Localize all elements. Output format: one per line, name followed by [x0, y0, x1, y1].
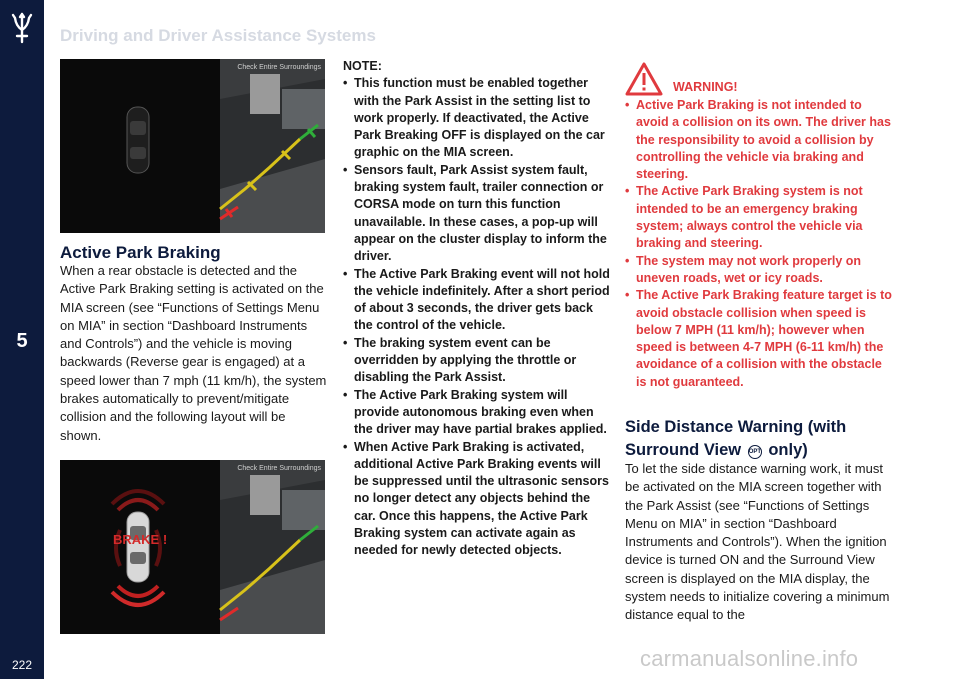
rear-camera-view-bottom — [60, 460, 325, 634]
car-top-view-icon — [127, 107, 149, 173]
camera-overlay-text: Check Entire Surroundings — [237, 465, 321, 472]
car-top-view-icon — [127, 512, 149, 582]
side-heading-line2: Surround View — [625, 441, 742, 459]
active-park-braking-body: When a rear obstacle is detected and the Active Park Braking setting is activated on the MIA screen (see “Functions of Settings Menu on MIA” in section “Dashboard Instruments and Controls”) and the vehicle is moving backwards (Reverse gear is engaged) at a speed lower than 7 mph (11 km/h), the system brakes automatically to prevent/mitigate collision and the following layout will be shown. — [60, 263, 327, 443]
brake-alert-text: BRAKE ! — [113, 532, 168, 547]
note-item: • This function must be enabled together with the Park Assist in the setting list to work properly. If deactivated, the Active Park Breaking OFF is displayed on the car graphic on the MIA screen. — [343, 75, 611, 161]
rear-camera-view-top — [60, 59, 325, 233]
page-header-title: Driving and Driver Assistance Systems — [60, 26, 376, 45]
section-heading-active-park-braking: Active Park Braking — [60, 243, 221, 262]
sidebar — [0, 0, 44, 679]
optional-badge-icon: OPT — [748, 445, 762, 459]
side-heading-line2-end: only) — [768, 441, 808, 459]
warning-list — [625, 97, 895, 391]
note-title: NOTE: — [343, 59, 382, 73]
warning-item: • Active Park Braking is not intended to avoid a collision on its own. The driver has the responsibility to avoid a collision by controlling the vehicle via braking and steering. — [625, 97, 895, 183]
side-distance-body: To let the side distance warning work, it must be activated on the MIA screen together with the Park Assist (see “Functions of Settings Menu on MIA” in section “Dashboard Instruments and Controls”). When the ignition device is turned ON and the Surround View screen is displayed on the MIA display, the system needs to initialize covering a minimum distance equal to the — [625, 461, 890, 623]
chapter-number: 5 — [16, 330, 28, 352]
note-item: • The Active Park Braking event will not hold the vehicle indefinitely. After a short period of about 3 seconds, the driver gets back the control of the vehicle. — [343, 266, 611, 335]
note-item: • The braking system event can be overridden by applying the throttle or disabling the Park Assist. — [343, 335, 611, 387]
trident-icon — [8, 12, 36, 44]
section-heading-side-distance — [625, 416, 905, 462]
side-heading-line1: Side Distance Warning (with — [625, 418, 847, 436]
note-block — [343, 58, 611, 560]
page-number: 222 — [11, 658, 33, 672]
note-item: • Sensors fault, Park Assist system fault, braking system fault, trailer connection or CORSA mode on turn this function unavailable. In these cases, a pop-up will appear on the cluster display to inform the driver. — [343, 162, 611, 266]
note-item: • The Active Park Braking system will provide autonomous braking even when the driver may have partial brakes applied. — [343, 387, 611, 439]
warning-title: WARNING! — [673, 80, 738, 94]
note-item: • When Active Park Braking is activated, additional Active Park Braking events will be suppressed until the ultrasonic sensors no longer detect any objects behind the car. Once this happens, the Active Park Braking system can activate again as needed for newly detected objects. — [343, 439, 611, 560]
warning-item: • The system may not work properly on uneven roads, wet or icy roads. — [625, 253, 895, 288]
warning-triangle-icon — [625, 62, 663, 96]
camera-overlay-text: Check Entire Surroundings — [237, 64, 321, 71]
warning-item: • The Active Park Braking feature target is to avoid obstacle collision when speed is below 7 MPH (11 km/h); however when speed is between 4-7 MPH (6-11 km/h) the avoidance of a collision with the obstacle is not guaranteed. — [625, 287, 895, 391]
note-list — [343, 75, 611, 559]
warning-item: • The Active Park Braking system is not intended to be an emergency braking system; always control the vehicle via braking and steering. — [625, 183, 895, 252]
watermark: carmanualsonline.info — [640, 646, 859, 671]
